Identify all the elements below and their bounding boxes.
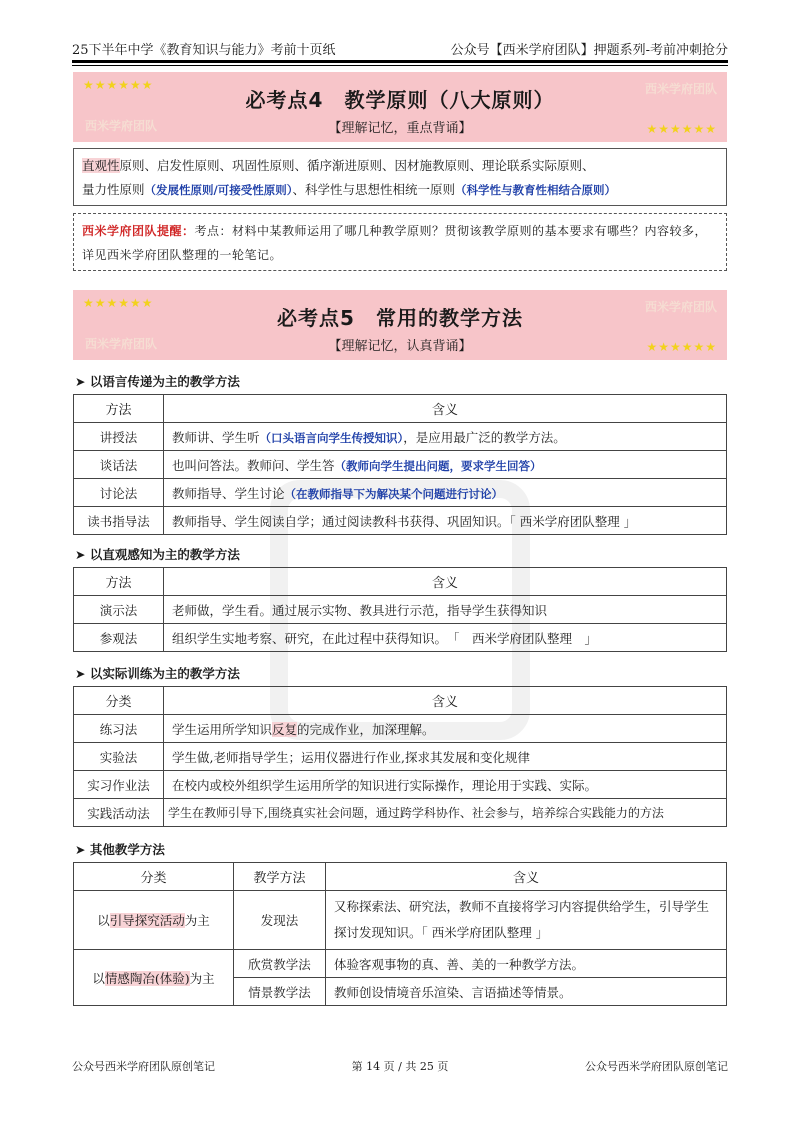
col-header: 方法 [74,395,164,423]
section5-banner [73,290,727,360]
table3 [73,686,727,827]
category-text: 为主 [184,913,210,928]
col-header: 分类 [74,687,164,715]
section5-title: 必考点5 常用的教学方法 [277,306,523,330]
tip-label: 西米学府团队提醒： [82,224,195,238]
meaning-text: ，是应用最广泛的教学方法。 [403,429,566,445]
col-header: 含义 [164,395,727,423]
banner-watermark: 西米学府团队 [644,300,717,314]
footer-right: 公众号西米学府团队原创笔记 [585,1060,728,1073]
meaning-cell: 体验客观事物的真、善、美的一种教学方法。 [326,950,727,978]
meaning-cell [164,715,727,743]
page-number: 第 14 页 / 共 25 页 [351,1060,449,1073]
meaning-text: 教师讲、学生听 [172,429,260,445]
arrow-icon: ➤ [75,547,90,562]
table4-heading [75,840,165,858]
category-cell [74,950,234,1006]
principles-text: 量力性原则 [82,182,145,197]
footer-left: 公众号西米学府团队原创笔记 [72,1060,215,1073]
table-row [74,507,727,535]
table-header-row [74,395,727,423]
table-row [74,799,727,827]
meaning-text: 学生运用所学知识 [172,721,273,737]
banner-watermark: 西米学府团队 [85,337,158,351]
method-cell: 演示法 [74,596,164,624]
table1-heading [75,372,240,390]
table2 [73,567,727,652]
header-rule [72,60,728,63]
table-row [74,715,727,743]
table1 [73,394,727,535]
arrow-icon: ➤ [75,374,90,389]
meaning-text: 也叫问答法。教师问、学生答 [172,457,335,473]
method-cell: 练习法 [74,715,164,743]
blue-note: （口头语言向学生传授知识） [259,430,404,445]
banner-watermark: 西米学府团队 [644,82,717,96]
blue-note: （教师向学生提出问题，要求学生回答） [334,458,542,473]
meaning-cell: 教师创设情境音乐渲染、言语描述等情景。 [326,978,727,1006]
banner-watermark: 西米学府团队 [85,119,158,133]
blue-note: （在教师指导下为解决某个问题进行讨论） [284,486,504,501]
section4-title: 必考点4 教学原则（八大原则） [245,88,555,112]
highlight-text: 引导探究活动 [109,913,185,928]
arrow-icon: ➤ [75,666,90,681]
heading-text: 以语言传递为主的教学方法 [89,374,240,389]
meaning-cell [164,423,727,451]
meaning-cell [164,451,727,479]
star-icons: ★★★★★★ [83,296,154,310]
star-icons: ★★★★★★ [646,340,717,354]
principles-line1 [82,154,718,178]
tip-text: 考点：材料中某教师运用了哪几种教学原则？贯彻该教学原则的基本要求有哪些？内容较多，详见西米学府团队整理的一轮笔记。 [82,224,708,262]
method-cell: 讲授法 [74,423,164,451]
col-header: 含义 [164,687,727,715]
section5-subtitle: 【理解记忆，认真背诵】 [328,339,472,354]
header-rule-thin [72,65,728,66]
star-icons: ★★★★★★ [83,78,154,92]
category-text: 为主 [189,970,215,986]
meaning-cell: 组织学生实地考察、研究，在此过程中获得知识。 「 西米学府团队整理 」 [164,624,727,652]
table2-heading [75,545,240,563]
table-header-row [74,687,727,715]
category-text: 以 [92,970,105,986]
page-header [72,36,728,58]
highlight-text: 反复 [272,721,298,737]
method-cell: 欣赏教学法 [234,950,326,978]
section4-banner [73,72,727,142]
highlight-text: 情感陶冶(体验) [104,970,190,986]
method-cell: 讨论法 [74,479,164,507]
principles-text: 、科学性与思想性相统一原则 [292,182,455,197]
table-row [74,771,727,799]
table-row [74,479,727,507]
principles-text: 原则、启发性原则、巩固性原则、循序渐进原则、因材施教原则、理论联系实际原则、 [119,158,595,173]
table-row [74,451,727,479]
method-cell: 参观法 [74,624,164,652]
table-row [74,596,727,624]
col-header: 含义 [326,863,727,891]
meaning-cell: 学生在教师引导下,围绕真实社会问题，通过跨学科协作、社会参与，培养综合实践能力的方法 [164,799,727,827]
table3-heading [75,664,240,682]
tip-box [73,213,727,271]
principles-box [73,148,727,206]
category-cell [74,891,234,950]
meaning-cell: 教师指导、学生阅读自学；通过阅读教科书获得、巩固知识。「 西米学府团队整理 」 [164,507,727,535]
heading-text: 以实际训练为主的教学方法 [89,666,240,681]
method-cell: 谈话法 [74,451,164,479]
col-header: 含义 [164,568,727,596]
col-header: 教学方法 [234,863,326,891]
table-header-row [74,568,727,596]
meaning-text: 教师指导、学生讨论 [172,485,285,501]
col-header: 分类 [74,863,234,891]
table-row [74,950,727,978]
highlight-text: 直观性 [82,158,120,173]
method-cell: 发现法 [234,891,326,950]
col-header: 方法 [74,568,164,596]
blue-note: （发展性原则/可接受性原则） [144,183,293,197]
meaning-cell: 在校内或校外组织学生运用所学的知识进行实际操作，理论用于实践、实际。 [164,771,727,799]
star-icons: ★★★★★★ [646,122,717,136]
page-footer [72,1058,728,1074]
table4 [73,862,727,1006]
method-cell: 实验法 [74,743,164,771]
meaning-cell [164,479,727,507]
table-row [74,624,727,652]
method-cell: 实践活动法 [74,799,164,827]
method-cell: 实习作业法 [74,771,164,799]
method-cell: 情景教学法 [234,978,326,1006]
category-text: 以 [97,913,110,928]
heading-text: 以直观感知为主的教学方法 [89,547,240,562]
blue-note: （科学性与教育性相结合原则） [454,183,616,197]
table-row [74,423,727,451]
table-header-row [74,863,727,891]
table-row [74,743,727,771]
heading-text: 其他教学方法 [89,842,165,857]
meaning-text: 的完成作业，加深理解。 [297,721,435,737]
meaning-cell: 又称探索法、研究法，教师不直接将学习内容提供给学生，引导学生探讨发现知识。「 西米学府团队整理 」 [326,891,727,950]
meaning-cell: 学生做,老师指导学生；运用仪器进行作业,探求其发展和变化规律 [164,743,727,771]
principles-line2 [82,178,718,202]
header-right: 公众号【西米学府团队】押题系列-考前冲刺抢分 [450,43,728,58]
header-left: 25下半年中学《教育知识与能力》考前十页纸 [72,43,336,58]
section4-subtitle: 【理解记忆，重点背诵】 [328,121,472,136]
table-row [74,891,727,950]
arrow-icon: ➤ [75,842,90,857]
meaning-cell: 老师做，学生看。通过展示实物、教具进行示范，指导学生获得知识 [164,596,727,624]
method-cell: 读书指导法 [74,507,164,535]
